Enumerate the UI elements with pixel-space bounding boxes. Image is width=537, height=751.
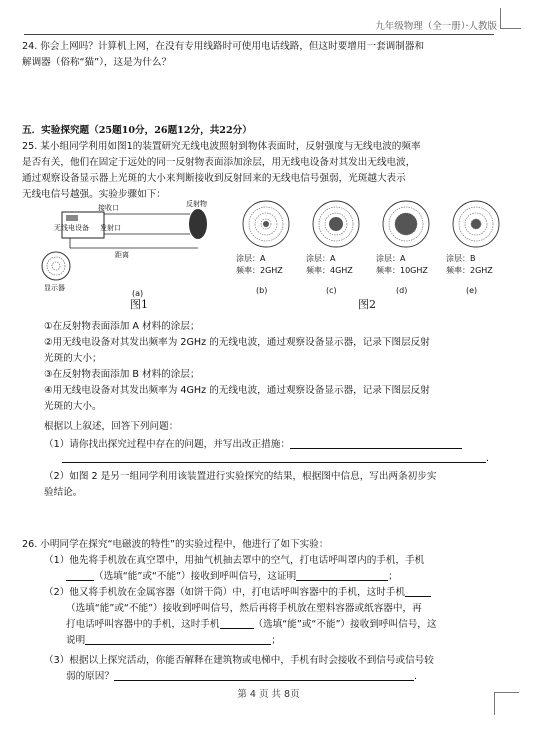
q26-p2-line-4 bbox=[66, 634, 281, 647]
q24-line-1: 24. 你会上网吗？计算机上网，在没有专用线路时可使用电话线路，但这时要增用一套调制器和 bbox=[22, 41, 425, 52]
fig1-sub-a: (a) bbox=[132, 289, 144, 298]
q26-p3-line-1: （3）根据以上探究活动，你能否解释在建筑物或电梯中，手机有时会接收不到信号或信号较 bbox=[44, 655, 434, 666]
q25-sub2-line-1: （2）如图 2 是另一组同学利用该装置进行实验探究的结果，根据图中信息，写出两条初步实 bbox=[44, 471, 437, 482]
q25-step-2: ②用无线电设备对其发出频率为 2GHz 的无线电波，通过观察设备显示器，记录下图层反射 bbox=[44, 337, 430, 348]
panel-c-frequency: 频率：4GHZ bbox=[306, 266, 353, 275]
figure-2-panel-e bbox=[446, 198, 506, 298]
panel-e-frequency: 频率：2GHZ bbox=[446, 266, 493, 275]
reflector-label: 反射物 bbox=[186, 200, 207, 208]
q25-step-3: ③在反射物表面添加 B 材料的涂层； bbox=[44, 369, 200, 380]
emitter-label: 发射口 bbox=[100, 224, 121, 232]
panel-d-frequency: 频率：10GHZ bbox=[376, 266, 428, 275]
q26-p1-blank-proves[interactable] bbox=[296, 570, 388, 581]
distance-label: 距离 bbox=[115, 251, 129, 259]
q26-p2-blank-1[interactable] bbox=[405, 586, 431, 597]
q26-p3-text-b: 弱的原因？ bbox=[66, 671, 114, 682]
q26-p3-answer-blank[interactable] bbox=[114, 670, 414, 681]
q25-sub1-end: . bbox=[486, 453, 490, 464]
q26-p1-text: （选填“能”或“不能”）接收到呼叫信号，这证明 bbox=[94, 571, 297, 582]
q26-p2-text-d: 说明 bbox=[66, 635, 86, 646]
panel-b-coating: 涂层：A bbox=[236, 254, 266, 263]
figure-1-caption: 图1 bbox=[130, 298, 148, 311]
figure-2-panel-c bbox=[306, 198, 366, 298]
q26-p2-end: ； bbox=[271, 635, 281, 646]
q25-step-4-cont: 光斑的大小。 bbox=[44, 401, 102, 412]
q25-prompt: 根据以上叙述，回答下列问题： bbox=[44, 421, 179, 432]
page-header-title: 九年级物理（全一册）·人教版 bbox=[375, 21, 497, 32]
q25-intro-4: 无线电信号越强。实验步骤如下： bbox=[22, 189, 166, 200]
q26-p2-text-c2: （选填“能”或“不能”）接收到呼叫信号，这 bbox=[253, 619, 437, 630]
device-label: 无线电设备 bbox=[54, 224, 89, 232]
panel-d-label: (d) bbox=[396, 286, 408, 295]
panel-e-label: (e) bbox=[466, 286, 478, 295]
header-rule bbox=[24, 34, 494, 35]
spot-display-e bbox=[446, 198, 506, 250]
q25-intro-1: 25. 某小组同学利用如图1的装置研究无线电波照射到物体表面时，反射强度与无线电波的频率 bbox=[22, 141, 421, 152]
reflection-spot-d bbox=[395, 213, 417, 235]
spot-display-b bbox=[236, 198, 296, 250]
q26-p1-line-1: （1）他先将手机放在真空罩中，用抽气机抽去罩中的空气，打电话呼叫罩内的手机，手机 bbox=[44, 555, 425, 566]
q25-sub1-answer-blank[interactable] bbox=[290, 438, 462, 449]
reflection-spot-b bbox=[263, 221, 269, 227]
crop-mark-top-right bbox=[500, 8, 521, 29]
panel-c-coating: 涂层：A bbox=[306, 254, 336, 263]
panel-b-label: (b) bbox=[256, 286, 268, 295]
display-screen bbox=[42, 252, 70, 280]
q25-step-2-cont: 光斑的大小； bbox=[44, 353, 102, 364]
q25-intro-2: 是否有关，他们在固定于远处的同一反射物表面添加涂层，用无线电设备对其发出无线电波， bbox=[22, 157, 416, 168]
q26-p3-end: . bbox=[413, 671, 418, 682]
q25-intro-3: 通过观察设备显示器上光斑的大小来判断接收到反射回来的无线电信号强弱，光斑越大表示 bbox=[22, 173, 406, 184]
spot-display-c bbox=[306, 198, 366, 250]
q25-step-1: ①在反射物表面添加 A 材料的涂层； bbox=[44, 321, 200, 332]
q25-sub1-text: （1）请你找出探究过程中存在的问题，并写出改正措施： bbox=[44, 439, 290, 450]
crop-mark-bottom-right bbox=[494, 692, 519, 715]
figure-2-caption: 图2 bbox=[358, 298, 376, 311]
q26-p2-blank-2[interactable] bbox=[220, 618, 254, 629]
section-5-title: 五．实验探究题（25题10分，26题12分，共22分） bbox=[22, 125, 252, 136]
q26-p1-end: ； bbox=[388, 571, 398, 582]
q24-line-2: 解调器（俗称“猫”），这是为什么？ bbox=[22, 57, 172, 68]
figure-1-apparatus bbox=[40, 200, 230, 312]
q26-p1-blank-can[interactable] bbox=[66, 570, 94, 581]
panel-b-frequency: 频率：2GHZ bbox=[236, 266, 283, 275]
figure-2-panel-b bbox=[236, 198, 296, 298]
figure-2-panel-d bbox=[376, 198, 436, 298]
q26-p2-blank-3[interactable] bbox=[85, 634, 271, 645]
q26-p2-line-3 bbox=[66, 618, 436, 631]
panel-c-label: (c) bbox=[326, 286, 337, 295]
receiver-label: 接收口 bbox=[98, 204, 119, 212]
q26-p3-line-2 bbox=[66, 670, 417, 683]
reflection-spot-c bbox=[329, 217, 343, 231]
q25-sub2-line-2: 验结论。 bbox=[44, 487, 83, 498]
q26-p2-text-c1: 打电话呼叫容器中的手机，这时手机 bbox=[66, 619, 220, 630]
page-number-footer: 第 4 页 共 8页 bbox=[237, 689, 300, 700]
q26-p2-line-1 bbox=[44, 586, 431, 599]
q25-step-4: ④用无线电设备对其发出频率为 4GHz 的无线电波，通过观察设备显示器，记录下图层反射 bbox=[44, 385, 430, 396]
reflection-spot-e bbox=[471, 219, 481, 229]
q25-sub1-answer-line-2[interactable] bbox=[62, 452, 486, 463]
panel-d-coating: 涂层：A bbox=[376, 254, 406, 263]
q26-p1-line-2 bbox=[66, 570, 398, 583]
spot-display-d bbox=[376, 198, 436, 250]
display-label: 显示器 bbox=[44, 284, 65, 292]
q26-title: 26. 小明同学在探究“电磁波的特性”的实验过程中，他进行了如下实验： bbox=[22, 539, 329, 550]
q26-p2-line-2: （选填“能”或“不能”）接收到呼叫信号，然后再将手机放在塑料容器或纸容器中，再 bbox=[66, 603, 422, 614]
q25-sub1 bbox=[44, 438, 462, 451]
panel-e-coating: 涂层：B bbox=[446, 254, 476, 263]
reflector-object bbox=[189, 209, 207, 239]
q26-p2-text-a: （2）他又将手机放在金属容器（如饼干筒）中，打电话呼叫容器中的手机，这时手机 bbox=[44, 587, 406, 598]
